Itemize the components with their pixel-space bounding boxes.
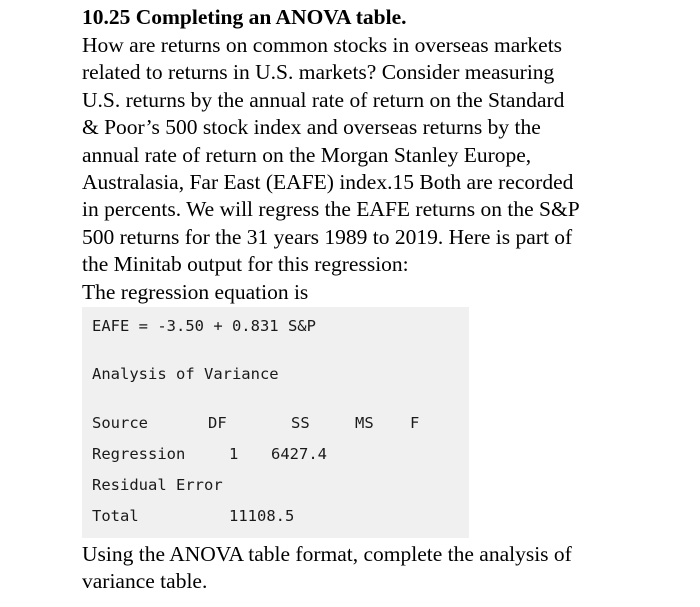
anova-heading: Analysis of Variance <box>92 365 279 383</box>
intro-line: How are returns on common stocks in overseas markets <box>82 33 563 57</box>
closing-line: Using the ANOVA table format, complete the analysis of <box>82 542 572 566</box>
intro-line: U.S. returns by the annual rate of return on the Standard <box>82 87 565 112</box>
row-residual-source: Residual Error <box>92 476 223 494</box>
header-ss: SS <box>291 414 310 432</box>
intro-line: & Poor’s 500 stock index and overseas returns by the <box>82 115 541 140</box>
header-source: Source <box>92 414 148 432</box>
header-ms: MS <box>355 414 374 432</box>
closing-line: variance table. <box>82 569 208 594</box>
intro-line: Australasia, Far East (EAFE) index.15 Both are recorded <box>82 169 574 194</box>
intro-line: in percents. We will regress the EAFE returns on the S&P <box>82 197 580 222</box>
row-total-source: Total <box>92 507 139 525</box>
intro-line: the Minitab output for this regression: <box>82 252 409 277</box>
intro-line: annual rate of return on the Morgan Stanley Europe, <box>82 142 532 167</box>
problem-title: 10.25 Completing an ANOVA table. <box>82 5 407 29</box>
problem-intro <box>82 32 642 306</box>
row-regression-source: Regression <box>92 445 186 463</box>
intro-line: 500 returns for the 31 years 1989 to 2019. Here is part of <box>82 224 573 249</box>
row-regression-ss: 6427.4 <box>271 445 327 463</box>
header-df: DF <box>208 414 227 432</box>
intro-line: related to returns in U.S. markets? Consider measuring <box>82 60 555 85</box>
problem-closing <box>82 541 642 596</box>
regression-equation: EAFE = -3.50 + 0.831 S&P <box>92 317 316 335</box>
intro-line: The regression equation is <box>82 279 309 304</box>
header-f: F <box>410 414 420 432</box>
row-total-ss: 11108.5 <box>229 507 295 525</box>
row-regression-df: 1 <box>229 445 239 463</box>
minitab-output <box>82 307 469 538</box>
